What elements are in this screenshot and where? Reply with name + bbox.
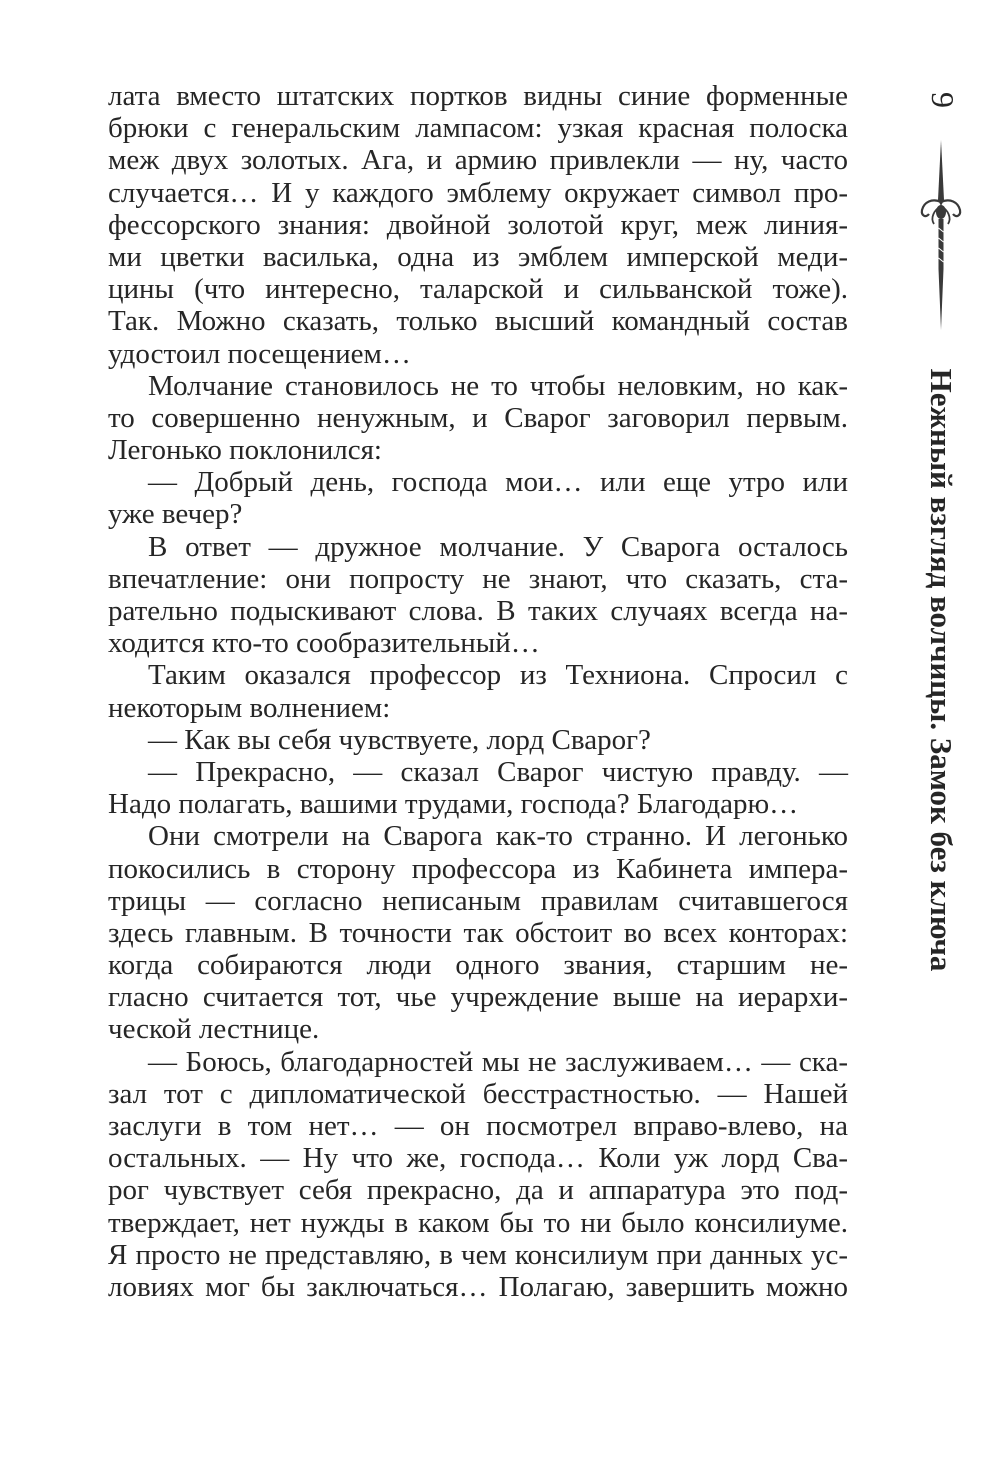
- text-line: — Как вы себя чувствуете, лорд Сварог?: [148, 723, 651, 756]
- text-line: покосились в сторону профессора из Кабинета импера-: [108, 852, 848, 885]
- body-text: [108, 80, 848, 1303]
- text-line: остальных. — Ну что же, господа… Коли уж лорд Сва-: [108, 1142, 848, 1175]
- text-line: заслуги в том нет… — он посмотрел вправо-влево, на: [108, 1110, 848, 1142]
- text-line: рог чувствует себя прекрасно, да и аппаратура это под-: [108, 1174, 848, 1207]
- text-line: тверждает, нет нужды в каком бы то ни было консилиуме.: [108, 1206, 848, 1239]
- text-line: гласно считается тот, чье учреждение выше на иерархи-: [108, 981, 848, 1014]
- text-line: — Прекрасно, — сказал Сварог чистую правду. —: [148, 755, 848, 788]
- text-line: случается… И у каждого эмблему окружает символ про-: [108, 176, 848, 209]
- text-line: Молчание становилось не то чтобы неловким, но как-: [148, 369, 848, 402]
- text-line: Таким оказался профессор из Техниона. Спросил с: [148, 659, 848, 692]
- text-line: Легонько поклонился:: [108, 434, 382, 467]
- text-line: рательно подыскивают слова. В таких случаях всегда на-: [108, 595, 848, 627]
- text-line: меж двух золотых. Ага, и армию привлекли — ну, часто: [108, 144, 848, 177]
- text-line: здесь главным. В точности так обстоит во всех конторах:: [108, 916, 848, 949]
- text-line: впечатление: они попросту не знают, что сказать, ста-: [108, 562, 848, 595]
- text-line: — Добрый день, господа мои… или еще утро или: [148, 466, 848, 499]
- text-line: удостоил посещением…: [108, 337, 411, 370]
- text-line: лата вместо штатских портков видны синие форменные: [108, 80, 848, 112]
- book-title: Нежный взгляд волчицы. Замок без ключа: [924, 368, 959, 972]
- text-line: — Боюсь, благодарностей мы не заслуживаем… — ска-: [148, 1045, 848, 1078]
- text-line: уже вечер?: [108, 498, 243, 531]
- text-line: фессорского знания: двойной золотой круг, меж линия-: [108, 208, 848, 241]
- text-line: Они смотрели на Сварога как-то странно. И легонько: [148, 820, 848, 853]
- text-line: ловиях мог бы заключаться… Полагаю, завершить можно: [108, 1270, 848, 1303]
- text-line: когда собираются люди одного звания, старшим не-: [108, 949, 848, 982]
- text-line: Так. Можно сказать, только высший командный состав: [108, 305, 848, 338]
- dagger-ornament-icon: [918, 140, 964, 330]
- text-line: В ответ — дружное молчание. У Сварога осталось: [148, 530, 848, 563]
- text-line: цины (что интересно, таларской и сильванской тоже).: [108, 273, 848, 306]
- text-line: ми цветки василька, одна из эмблем имперской меди-: [108, 240, 848, 273]
- text-line: зал тот с дипломатической бесстрастностью. — Нашей: [108, 1077, 848, 1110]
- text-line: трицы — согласно неписаным правилам считавшегося: [108, 884, 848, 917]
- text-line: ходится кто-то сообразительный…: [108, 627, 540, 660]
- text-line: брюки с генеральским лампасом: узкая красная полоска: [108, 112, 848, 145]
- text-line: то совершенно ненужным, и Сварог заговорил первым.: [108, 401, 848, 434]
- text-line: Надо полагать, вашими трудами, господа? Благодарю…: [108, 788, 799, 821]
- text-line: Я просто не представляю, в чем консилиум при данных ус-: [108, 1238, 848, 1271]
- text-line: ческой лестнице.: [108, 1013, 320, 1046]
- running-head: [918, 50, 964, 1290]
- page-number: 9: [925, 92, 961, 108]
- text-line: некоторым волнением:: [108, 691, 391, 724]
